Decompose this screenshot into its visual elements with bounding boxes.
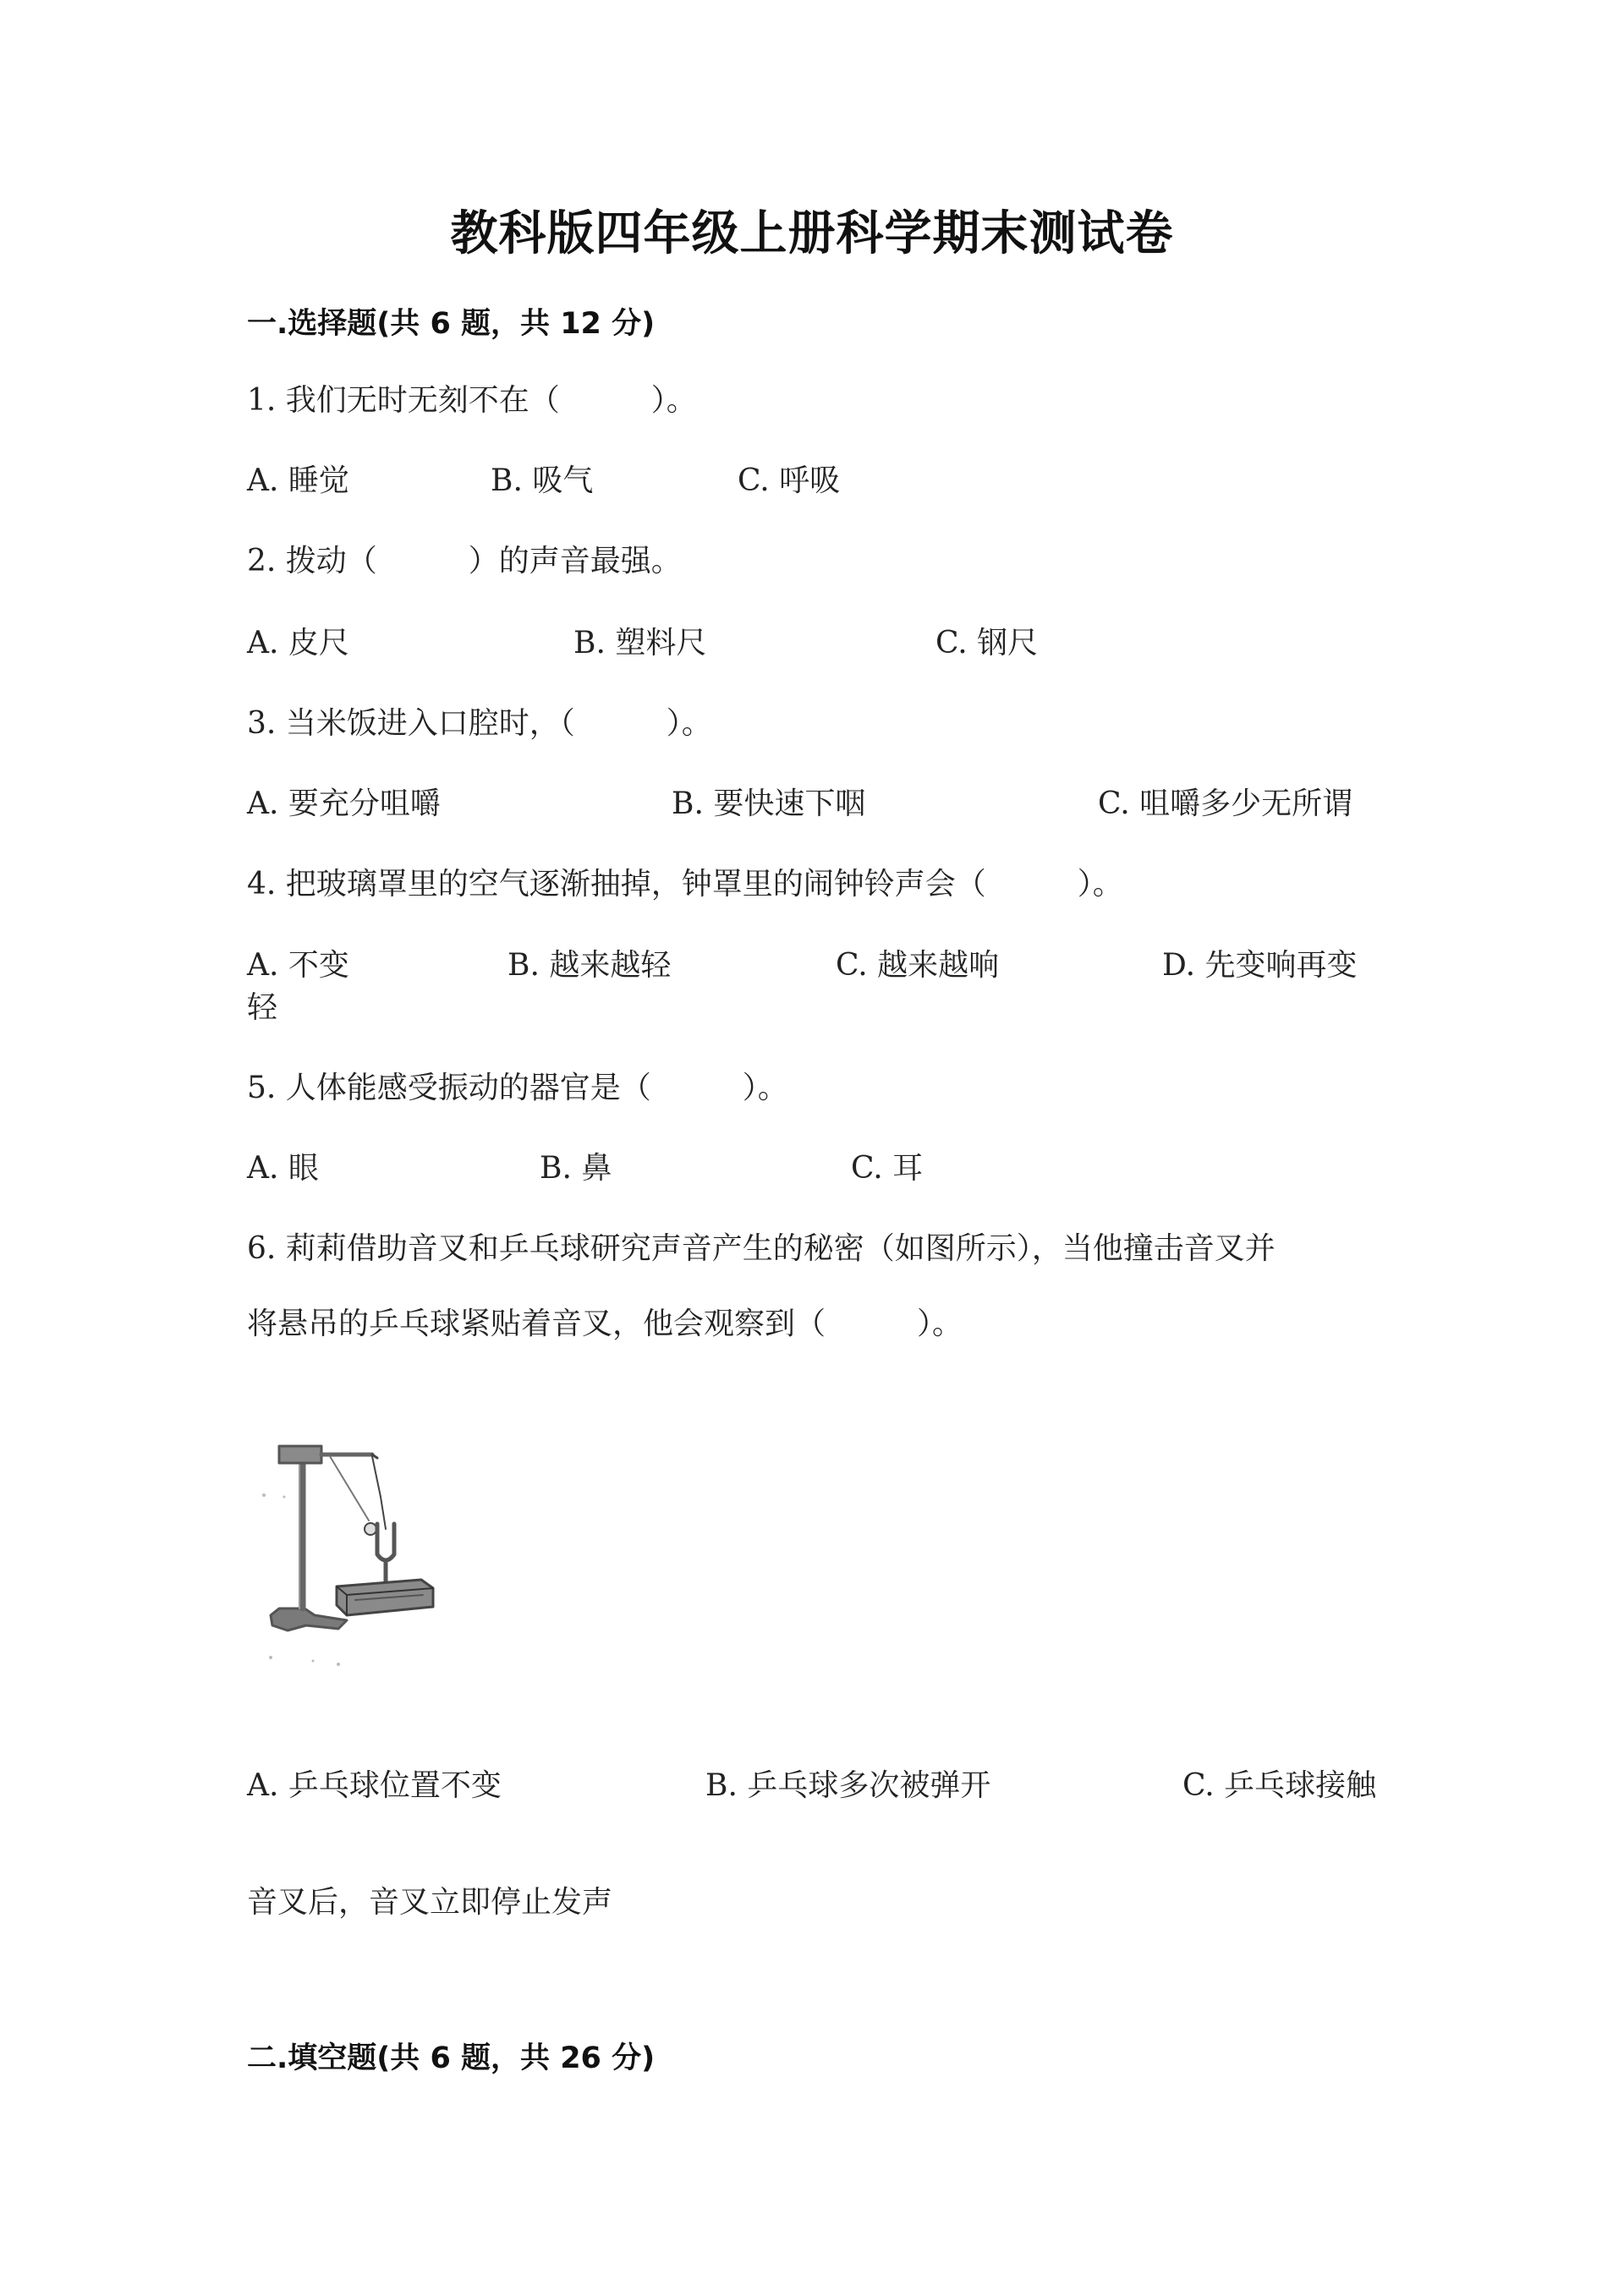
- question-4-option-a: A. 不变: [247, 948, 349, 983]
- question-5-option-a: A. 眼: [247, 1151, 319, 1186]
- tuning-fork-experiment-figure: [254, 1429, 457, 1674]
- question-2-stem: 2. 拨动（ ）的声音最强。: [247, 544, 682, 578]
- page-title: 教科版四年级上册科学期末测试卷: [450, 206, 1174, 261]
- question-1-stem: 1. 我们无时无刻不在（ ）。: [247, 383, 697, 418]
- question-3-option-c: C. 咀嚼多少无所谓: [1098, 786, 1353, 821]
- question-1-option-b: B. 吸气: [491, 463, 594, 498]
- question-2-option-a: A. 皮尺: [247, 626, 349, 660]
- question-6-stem-line-2: 将悬吊的乒乓球紧贴着音叉，他会观察到（ ）。: [247, 1307, 963, 1341]
- question-1-option-a: A. 睡觉: [247, 463, 349, 498]
- question-3-stem: 3. 当米饭进入口腔时，（ ）。: [247, 706, 712, 741]
- question-4-option-c: C. 越来越响: [836, 948, 1000, 983]
- question-5-option-b: B. 鼻: [540, 1151, 612, 1186]
- question-3-option-b: B. 要快速下咽: [672, 786, 866, 821]
- question-2-option-b: B. 塑料尺: [573, 626, 707, 660]
- question-5-option-c: C. 耳: [851, 1151, 924, 1186]
- question-6-option-c-continued: 音叉后，音叉立即停止发声: [247, 1885, 613, 1920]
- question-6-option-a: A. 乒乓球位置不变: [247, 1768, 502, 1803]
- question-4-option-d-continued: 轻: [247, 990, 278, 1025]
- section-heading-fill-blank: 二.填空题(共 6 题，共 26 分): [247, 2041, 656, 2075]
- question-6-option-c: C. 乒乓球接触: [1182, 1768, 1377, 1803]
- question-2-option-c: C. 钢尺: [935, 626, 1039, 660]
- question-6-option-b: B. 乒乓球多次被弹开: [705, 1768, 991, 1803]
- question-5-stem: 5. 人体能感受振动的器官是（ ）。: [247, 1071, 788, 1105]
- section-heading-choice: 一.选择题(共 6 题，共 12 分): [247, 307, 656, 341]
- question-1-option-c: C. 呼吸: [738, 463, 841, 498]
- question-4-stem: 4. 把玻璃罩里的空气逐渐抽掉，钟罩里的闹钟铃声会（ ）。: [247, 867, 1123, 901]
- question-4-option-b: B. 越来越轻: [508, 948, 672, 983]
- question-4-option-d: D. 先变响再变: [1162, 948, 1358, 983]
- question-6-stem-line-1: 6. 莉莉借助音叉和乒乓球研究声音产生的秘密（如图所示），当他撞击音叉并: [247, 1231, 1276, 1266]
- question-3-option-a: A. 要充分咀嚼: [247, 786, 441, 821]
